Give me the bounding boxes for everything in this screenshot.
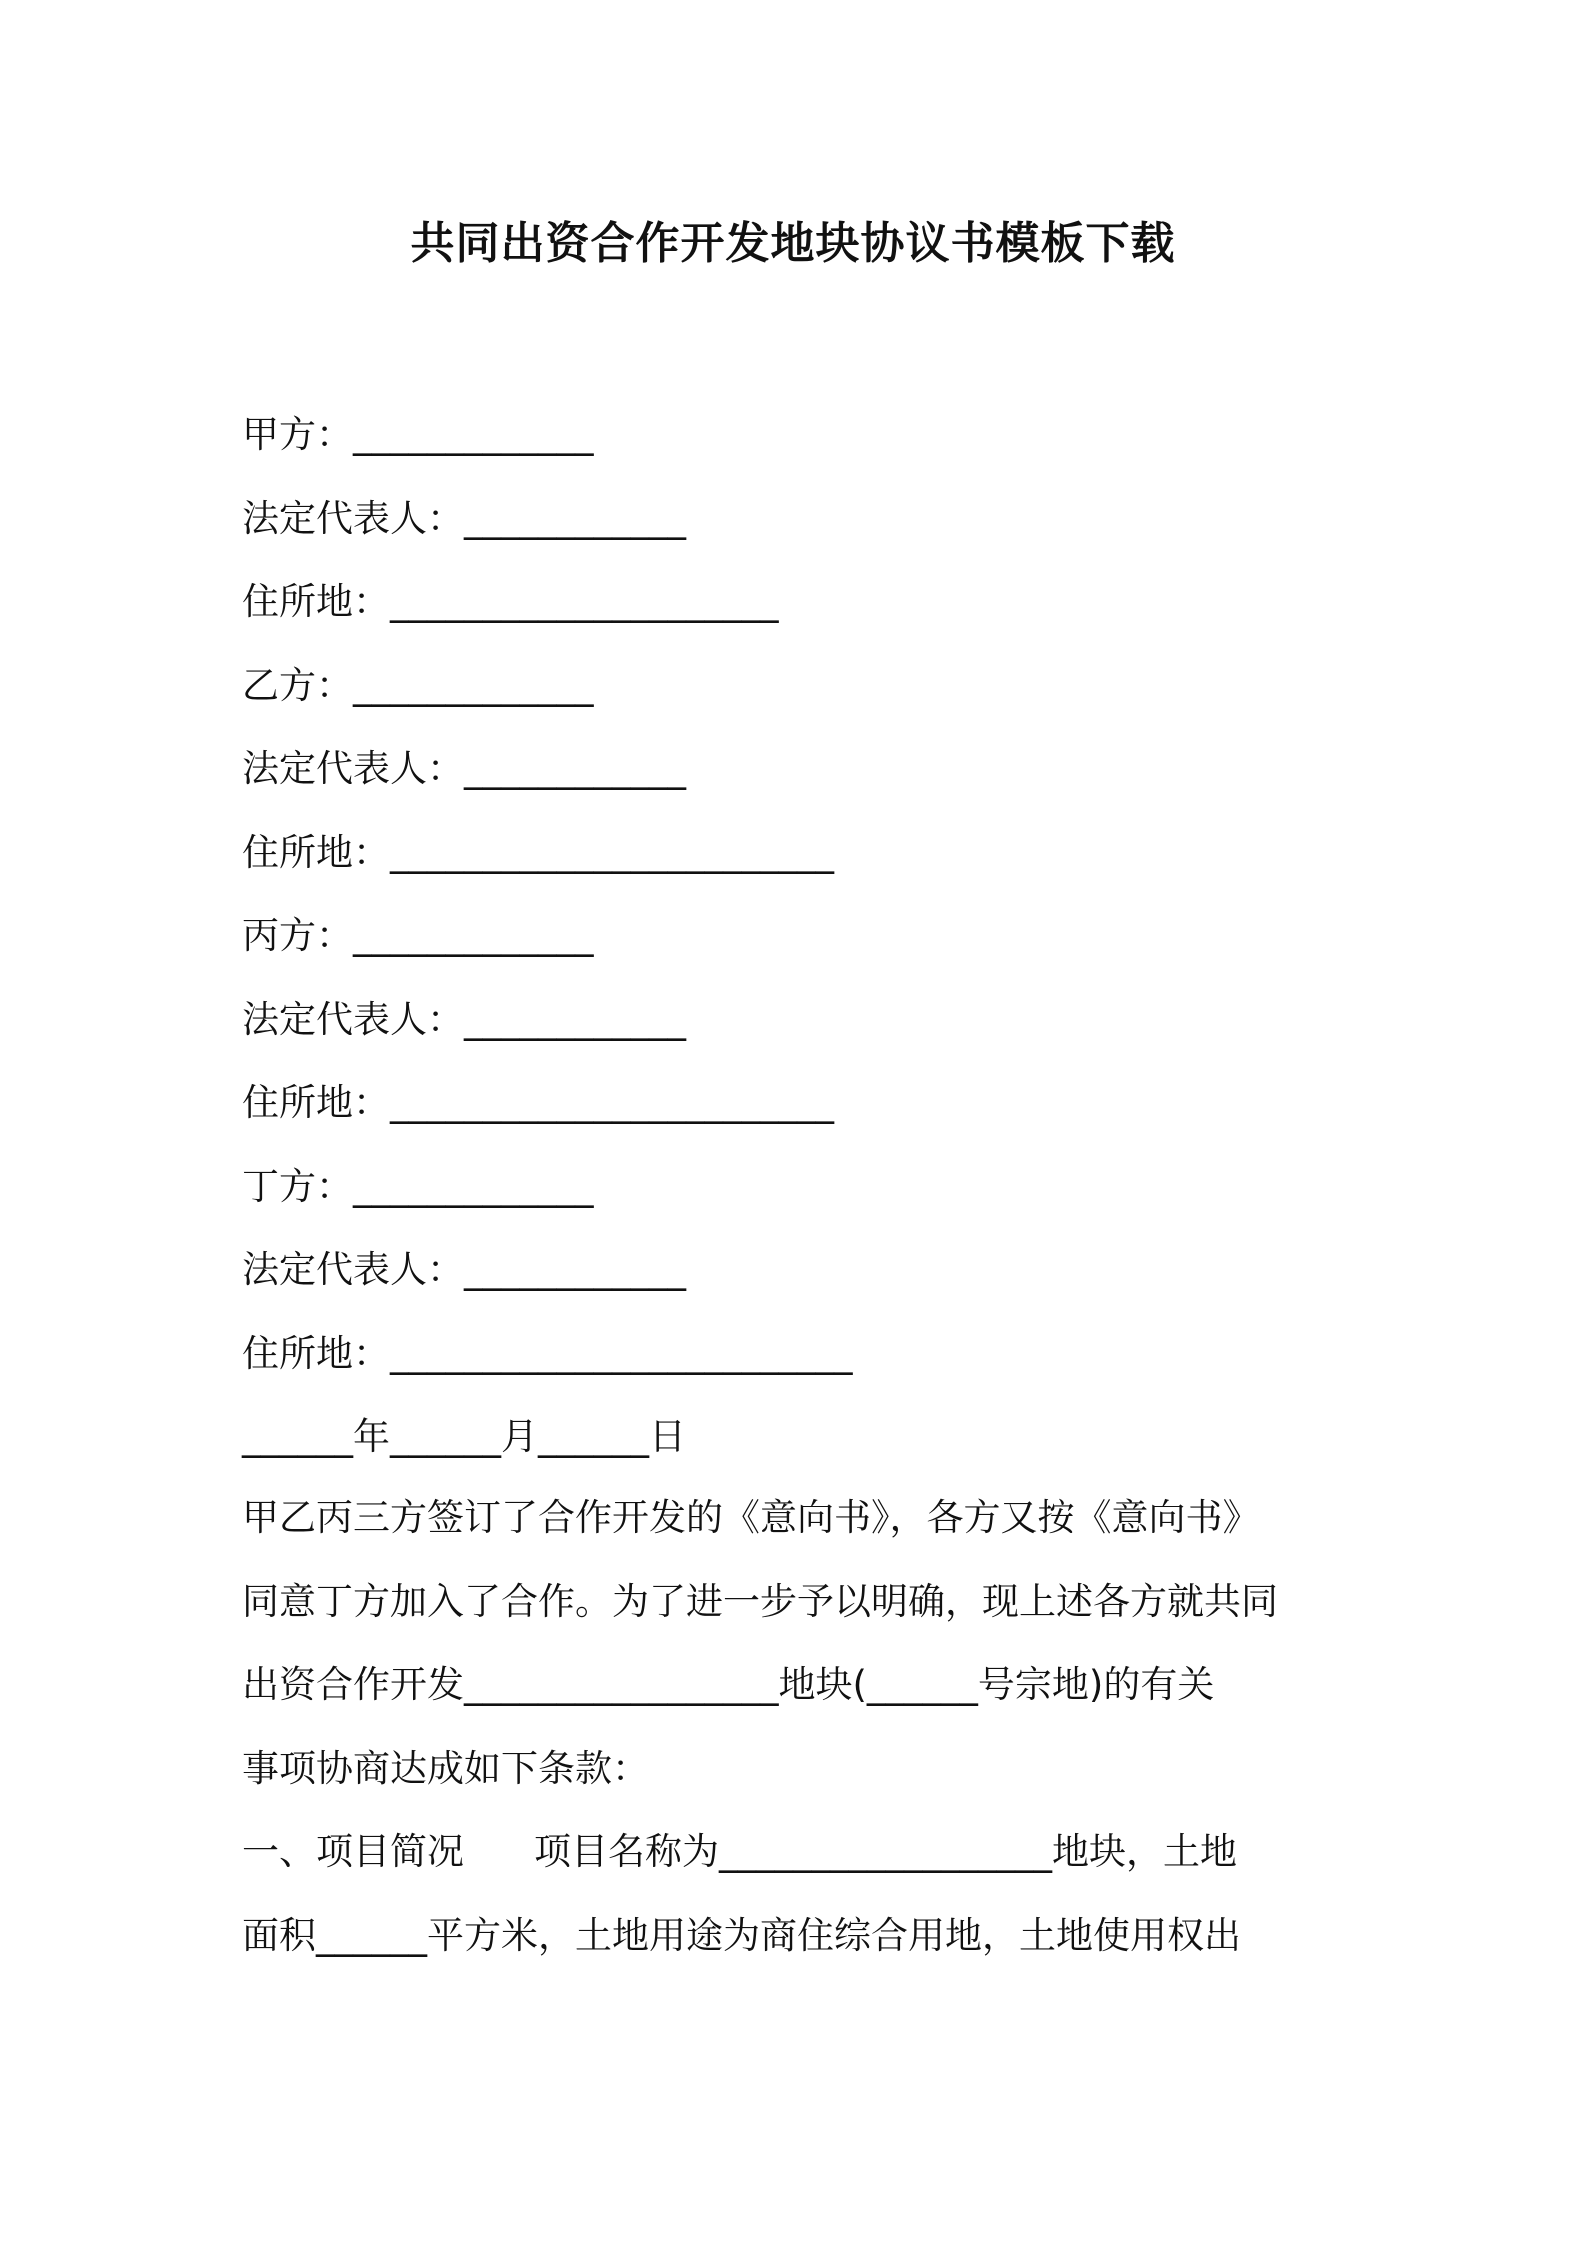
section-1-paragraph: [242, 1822, 1352, 1989]
intro-paragraph: [242, 1488, 1352, 1822]
party-fields: [242, 405, 1352, 1491]
party-c-name-field: 丙方：_____________: [242, 914, 594, 957]
party-c-address-field: 住所地：________________________: [242, 1081, 834, 1124]
section-1-line: [242, 1822, 1352, 1906]
date-field: ______年______月______日: [242, 1415, 686, 1458]
party-a-address-field: 住所地：_____________________: [242, 580, 779, 623]
party-a-name-field: 甲方：_____________: [242, 413, 594, 456]
party-a-representative-field: 法定代表人：____________: [242, 496, 686, 540]
section-1-heading: 一、项目简况: [242, 1830, 464, 1873]
party-b-address-field: 住所地：________________________: [242, 830, 834, 874]
document-title: 共同出资合作开发地块协议书模板下载: [410, 218, 1176, 269]
intro-line: 同意丁方加入了合作。为了进一步予以明确，现上述各方就共同: [242, 1579, 1278, 1623]
party-b-name-field: 乙方：_____________: [242, 663, 594, 707]
agreement-body: [242, 1488, 1352, 1989]
party-b-representative-field: 法定代表人：____________: [242, 747, 686, 790]
party-d-address-field: 住所地：_________________________: [242, 1331, 853, 1375]
section-1-line: 面积______平方米，土地用途为商住综合用地，土地使用权出: [242, 1913, 1241, 1957]
party-c-representative-field: 法定代表人：____________: [242, 997, 686, 1041]
intro-line: 出资合作开发_________________地块(______号宗地)的有关: [242, 1663, 1215, 1706]
intro-line: 事项协商达成如下条款：: [242, 1746, 649, 1790]
party-d-name-field: 丁方：_____________: [242, 1164, 594, 1208]
intro-line: 甲乙丙三方签订了合作开发的《意向书》，各方又按《意向书》: [242, 1496, 1260, 1539]
section-1-project-name-text: 项目名称为__________________地块，土地: [534, 1830, 1237, 1873]
party-d-representative-field: 法定代表人：____________: [242, 1248, 686, 1291]
